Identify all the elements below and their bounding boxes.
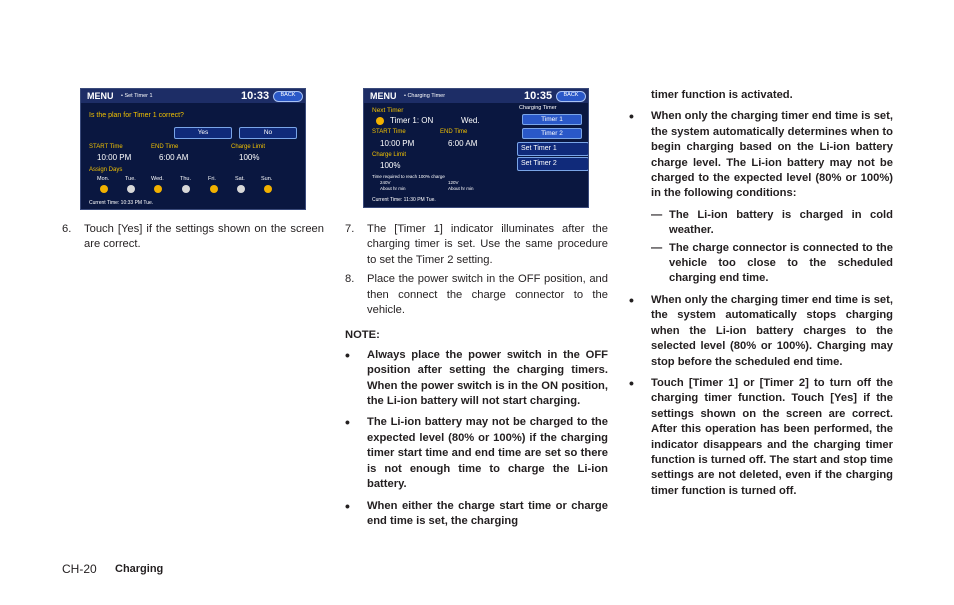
note-bullet bbox=[629, 109, 893, 201]
time-240-value: About hr min bbox=[380, 186, 406, 191]
back-button[interactable]: BACK bbox=[273, 91, 303, 102]
no-button[interactable]: No bbox=[239, 127, 297, 139]
next-timer-label: Next Timer bbox=[372, 107, 404, 114]
page-number: CH-20 bbox=[62, 562, 97, 576]
day-sun: Sun. bbox=[261, 176, 273, 182]
back-button[interactable]: BACK bbox=[556, 91, 586, 102]
step-8 bbox=[345, 272, 608, 318]
timer-on-icon[interactable] bbox=[154, 185, 162, 193]
confirm-question: Is the plan for Timer 1 correct? bbox=[89, 112, 184, 119]
start-time-value[interactable]: 10:00 PM bbox=[97, 153, 132, 162]
clock: 10:35 bbox=[524, 90, 553, 102]
step-6 bbox=[62, 222, 324, 253]
note-bullet bbox=[629, 293, 893, 370]
note-bullet bbox=[345, 415, 608, 492]
timer-off-icon[interactable] bbox=[127, 185, 135, 193]
day-mon: Mon. bbox=[97, 176, 110, 182]
timer-off-icon[interactable] bbox=[237, 185, 245, 193]
bullet-icon: • bbox=[345, 414, 350, 431]
step-text: Touch [Yes] if the settings shown on the screen are correct. bbox=[84, 223, 324, 251]
time-required-label: Time required to reach 100% charge bbox=[372, 174, 445, 179]
set-timer-screen bbox=[80, 88, 306, 210]
step-7 bbox=[345, 222, 608, 268]
charge-limit-value[interactable]: 100% bbox=[239, 153, 260, 162]
continued-text: timer function is activated. bbox=[651, 89, 793, 101]
step-number: 7. bbox=[345, 223, 355, 235]
sub-bullet-text: The charge connector is connected to the vehicle too close to the scheduled charging end time. bbox=[669, 241, 893, 285]
timer-on-icon[interactable] bbox=[210, 185, 218, 193]
column-1 bbox=[62, 222, 324, 257]
next-timer-value: Timer 1: ON bbox=[390, 116, 434, 125]
timer-on-icon bbox=[376, 117, 384, 125]
current-time: Current Time: 10:33 PM Tue. bbox=[89, 200, 154, 206]
end-time-value[interactable]: 6:00 AM bbox=[159, 153, 189, 162]
timer-on-icon[interactable] bbox=[100, 185, 108, 193]
day-wed: Wed. bbox=[151, 176, 164, 182]
step-number: 6. bbox=[62, 223, 72, 235]
clock: 10:33 bbox=[241, 90, 270, 102]
step-number: 8. bbox=[345, 273, 355, 286]
assign-days-label: Assign Days bbox=[89, 167, 123, 173]
section-title: Charging bbox=[115, 563, 164, 575]
step-text: The [Timer 1] indicator illuminates after the charging timer is set. Use the same procedure to set the Timer 2 setting. bbox=[367, 223, 608, 266]
bullet-icon: • bbox=[629, 291, 634, 308]
sub-bullet bbox=[651, 208, 893, 239]
set-timer2-button[interactable]: Set Timer 2 bbox=[517, 157, 589, 171]
menu-label[interactable]: MENU bbox=[370, 91, 397, 101]
day-thu: Thu. bbox=[180, 176, 192, 182]
screen-title-bar bbox=[81, 89, 305, 103]
day-fri: Fri. bbox=[208, 176, 216, 182]
charge-limit-value: 100% bbox=[380, 161, 401, 170]
bullet-text: When either the charge start time or charge end time is set, the charging bbox=[367, 499, 608, 527]
charge-limit-label: Charge Limit bbox=[372, 152, 407, 158]
note-bullet bbox=[345, 499, 608, 530]
current-time: Current Time: 11:30 PM Tue. bbox=[372, 197, 436, 203]
end-time-value: 6:00 AM bbox=[448, 139, 478, 148]
note-heading: NOTE: bbox=[345, 329, 380, 342]
yes-button[interactable]: Yes bbox=[174, 127, 232, 139]
voltage-120-label: 120V bbox=[448, 180, 459, 185]
timer-off-icon[interactable] bbox=[182, 185, 190, 193]
next-timer-day: Wed. bbox=[461, 116, 480, 125]
step-text: Place the power switch in the OFF position, and then connect the charge connector to the vehicle. bbox=[367, 273, 608, 317]
bullet-icon: • bbox=[345, 497, 350, 514]
end-time-label: END Time bbox=[440, 129, 468, 135]
voltage-240-label: 240V bbox=[380, 180, 391, 185]
charging-timer-screen bbox=[363, 88, 589, 208]
bullet-icon: • bbox=[629, 374, 634, 391]
dash-icon: — bbox=[651, 208, 663, 221]
column-3 bbox=[629, 88, 893, 505]
day-tue: Tue. bbox=[125, 176, 136, 182]
breadcrumb: • Set Timer 1 bbox=[121, 93, 153, 99]
timer2-toggle-button[interactable]: Timer 2 bbox=[522, 128, 582, 139]
bullet-text: When only the charging timer end time is set, the system automatically determines when to begin charging based on the Li-ion battery charge level. The Li-ion battery may not be charged to the expected level (80% or 100%) in the following conditions: bbox=[651, 110, 893, 200]
bullet-text: Always place the power switch in the OFF position after setting the charging timers. When the power switch is in the ON position, the Li-ion battery will not start charging. bbox=[367, 348, 608, 408]
dash-icon: — bbox=[651, 241, 663, 254]
column-2 bbox=[345, 222, 608, 535]
end-time-label: END Time bbox=[151, 144, 179, 150]
bullet-text: The Li-ion battery may not be charged to the expected level (80% or 100%) if the charging timer start time and end time are set so there is not enough time to charge the Li-ion battery. bbox=[367, 416, 608, 491]
note-bullet bbox=[345, 348, 608, 410]
start-time-label: START Time bbox=[89, 144, 123, 150]
start-time-label: START Time bbox=[372, 129, 406, 135]
sub-bullet bbox=[651, 241, 893, 287]
bullet-text: When only the charging timer end time is set, the system automatically stops charging when the Li-ion battery charges to the selected level (80% or 100%). Charging may stop before the scheduled end time. bbox=[651, 293, 893, 368]
screen-title-bar bbox=[364, 89, 588, 103]
timer-on-icon[interactable] bbox=[264, 185, 272, 193]
bullet-text: Touch [Timer 1] or [Timer 2] to turn off the charging timer function. Touch [Yes] if the settings shown on the screen are correct. After this operation has been performed, the indicator disappears and the charging timer function is turned off. The start and stop time settings are not deleted, even if the charging timer function is turned off. bbox=[651, 376, 893, 497]
bullet-icon: • bbox=[345, 346, 350, 363]
day-sat: Sat. bbox=[235, 176, 245, 182]
set-timer1-button[interactable]: Set Timer 1 bbox=[517, 142, 589, 156]
start-time-value: 10:00 PM bbox=[380, 139, 415, 148]
time-120-value: About hr min bbox=[448, 186, 474, 191]
bullet-icon: • bbox=[629, 108, 634, 125]
charge-limit-label: Charge Limit bbox=[231, 144, 266, 150]
breadcrumb: • Charging Timer bbox=[404, 93, 446, 99]
timer1-toggle-button[interactable]: Timer 1 bbox=[522, 114, 582, 125]
charging-timer-label: Charging Timer bbox=[519, 105, 557, 111]
note-bullet bbox=[629, 376, 893, 499]
menu-label[interactable]: MENU bbox=[87, 91, 114, 101]
sub-bullet-text: The Li-ion battery is charged in cold weather. bbox=[669, 208, 893, 237]
